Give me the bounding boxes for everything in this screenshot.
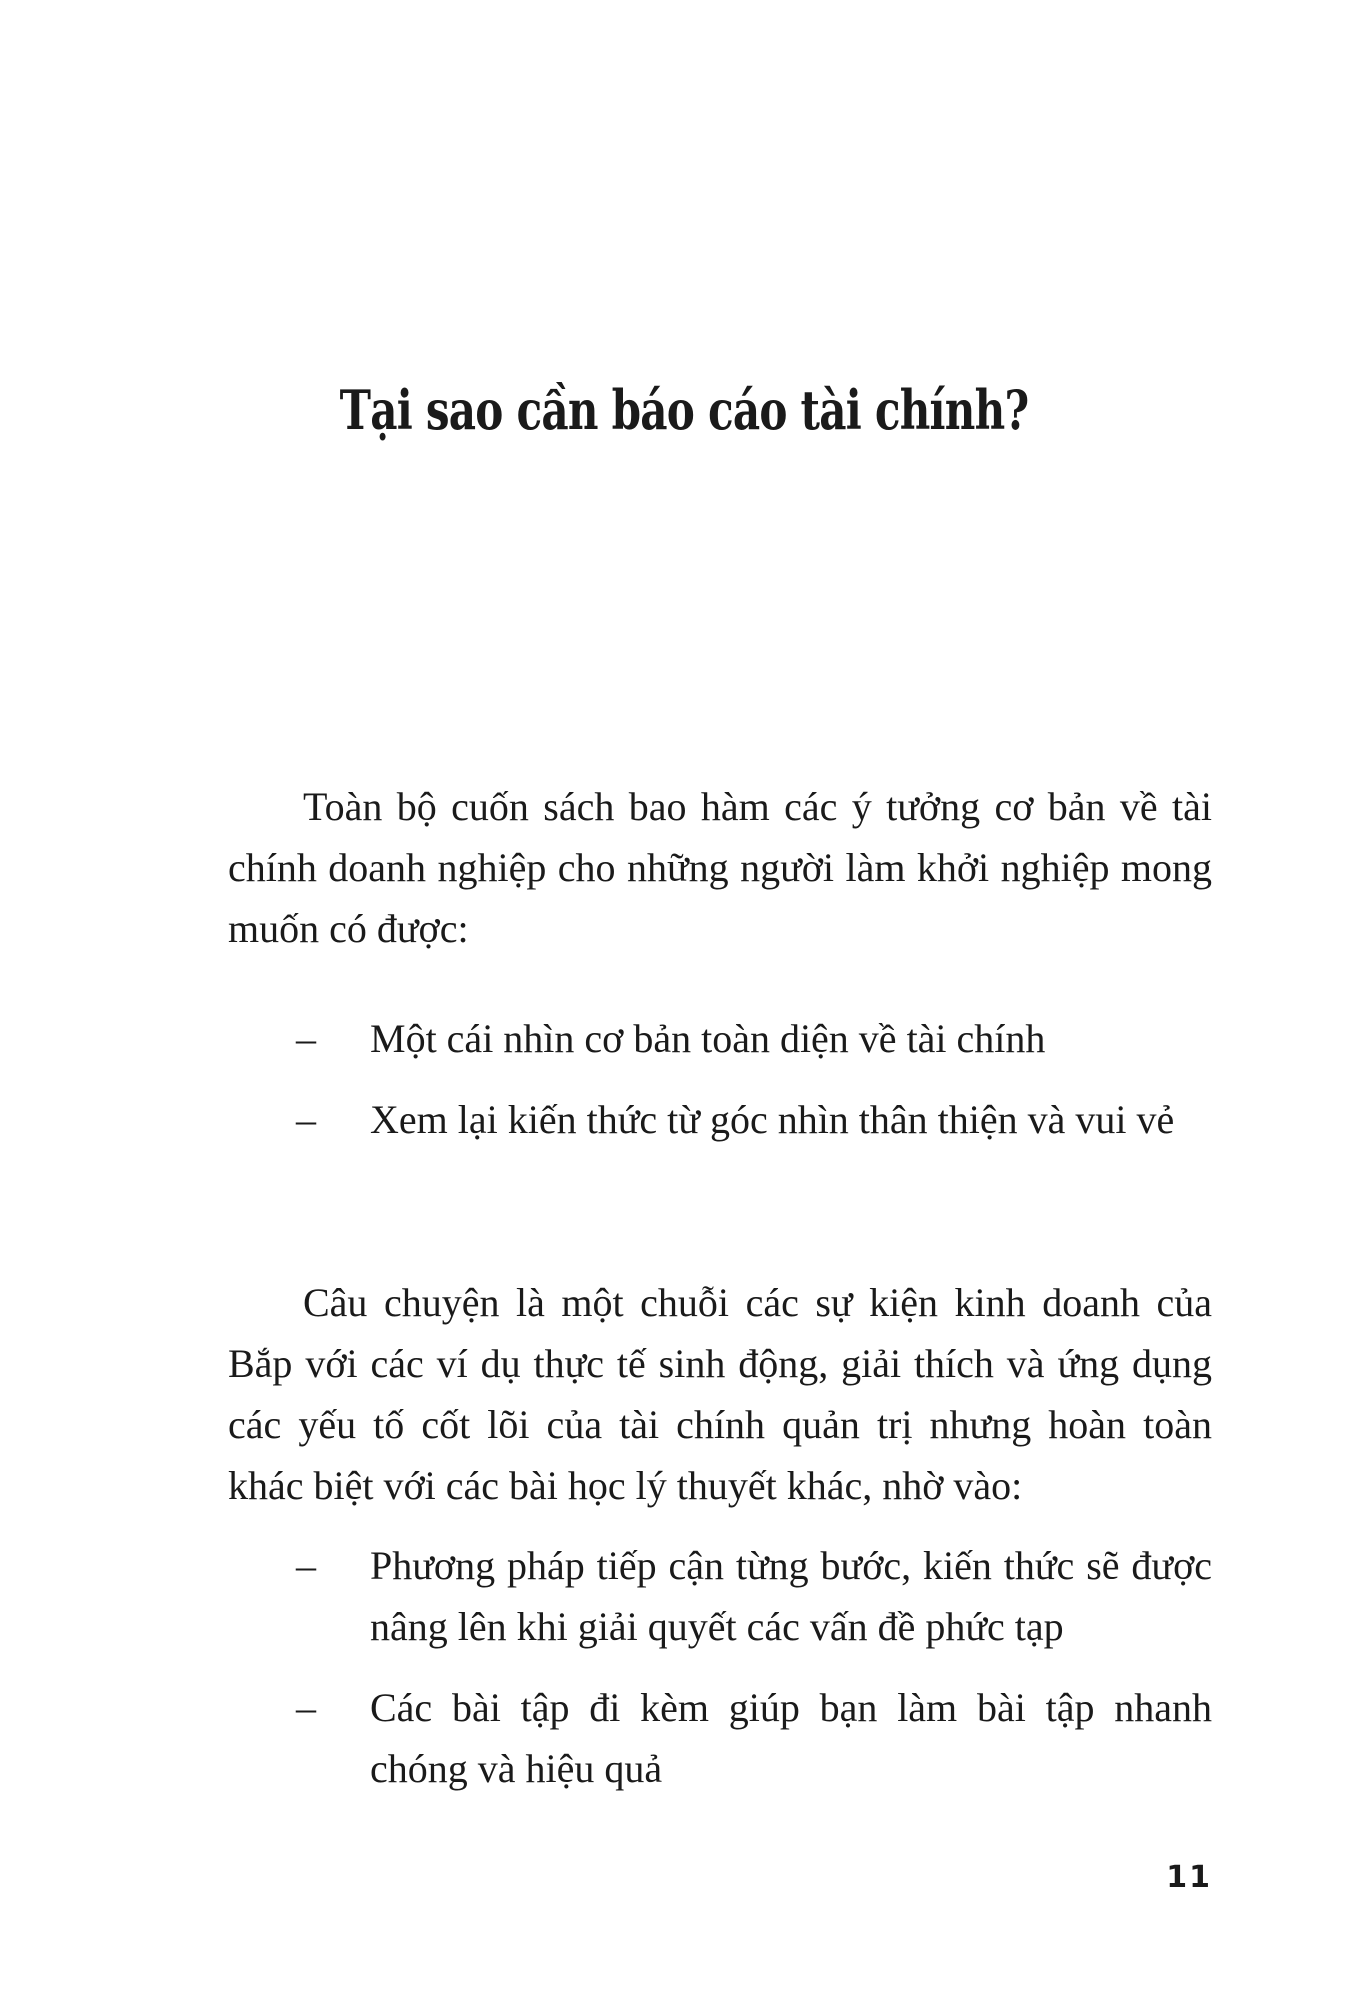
list-item <box>228 1008 1212 1069</box>
dash-marker: – <box>296 1685 316 1730</box>
list-item <box>228 1535 1212 1657</box>
list-item-text: Một cái nhìn cơ bản toàn diện về tài chính <box>370 1016 1046 1061</box>
list-item <box>228 1089 1212 1150</box>
list-item-text: Phương pháp tiếp cận từng bước, kiến thức sẽ được nâng lên khi giải quyết các vấn đề phức tạp <box>370 1543 1212 1649</box>
dash-marker: – <box>296 1097 316 1142</box>
list-item-text: Các bài tập đi kèm giúp bạn làm bài tập nhanh chóng và hiệu quả <box>370 1685 1212 1791</box>
list-item-text: Xem lại kiến thức từ góc nhìn thân thiện và vui vẻ <box>370 1097 1175 1142</box>
intro-paragraph: Toàn bộ cuốn sách bao hàm các ý tưởng cơ bản về tài chính doanh nghiệp cho những người làm khởi nghiệp mong muốn có được: <box>228 784 1212 951</box>
bullet-list-two <box>228 1535 1212 1799</box>
dash-marker: – <box>296 1543 316 1588</box>
page-number: 11 <box>1166 1860 1212 1895</box>
dash-marker: – <box>296 1016 316 1061</box>
list-item <box>228 1677 1212 1799</box>
story-paragraph: Câu chuyện là một chuỗi các sự kiện kinh doanh của Bắp với các ví dụ thực tế sinh động, giải thích và ứng dụng các yếu tố cốt lõi của tài chính quản trị nhưng hoàn toàn khác biệt với các bài học lý thuyết khác, nhờ vào: <box>228 1280 1212 1508</box>
bullet-list-one <box>228 1008 1212 1150</box>
page-title: Tại sao cần báo cáo tài chính? <box>339 378 1029 442</box>
